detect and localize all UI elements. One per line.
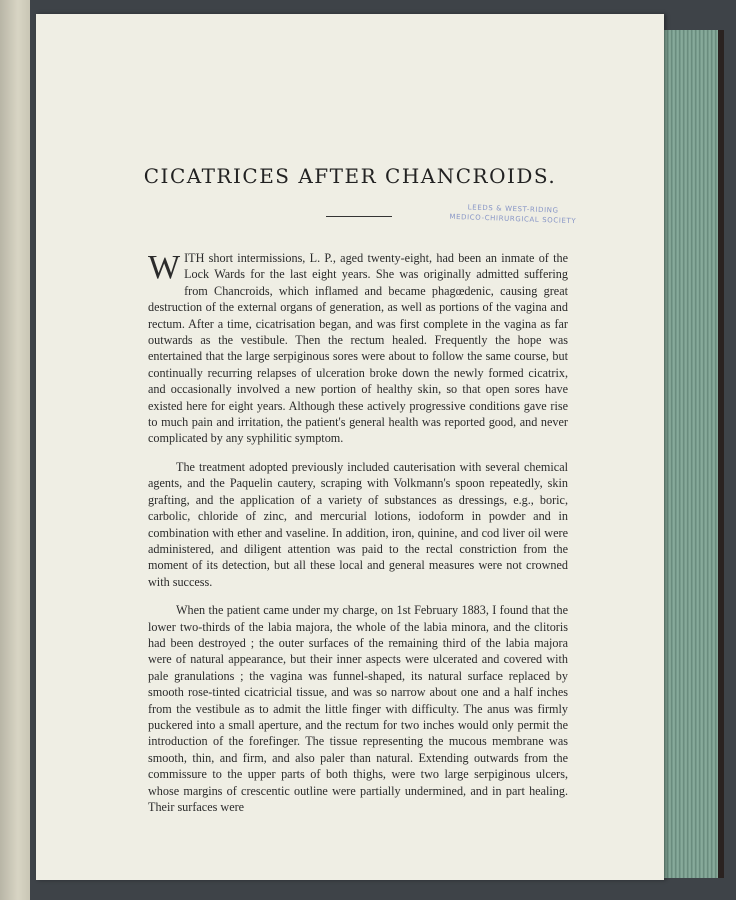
book-page <box>36 14 664 880</box>
paragraph-1-text: ITH short intermissions, L. P., aged twenty-eight, had been an inmate of the Lock Wards for the last eight years. She was originally admitted suffering from Chancroids, which inflamed and became phagœdenic, causing great destruction of the external organs of generation, as well as portions of the vagina and rectum. After a time, cicatrisation began, and was first complete in the vagina as far outwards as the vestibule. Then the rectum healed. Frequently the hope was entertained that the large serpiginous sores were about to follow the same course, but continually recurring relapses of ulceration broke down the newly formed cicatrix, and occasionally involved a new portion of healthy skin, so that open sores have existed here for eight years. Although these actively progressive conditions gave rise to much pain and irritation, the patient's general health was reported good, and never complicated by any syphilitic symptom. <box>148 251 568 446</box>
book-page-edges <box>660 30 724 878</box>
body-text <box>148 250 568 827</box>
stamp-line-2: MEDICO-CHIRURGICAL SOCIETY <box>449 212 577 226</box>
paragraph-2: The treatment adopted previously included cauterisation with several chemical agents, and the Paquelin cautery, scraping with Volkmann's spoon repeatedly, skin grafting, and the application of a variety of substances as dressings, e.g., boric, carbolic, chloride of zinc, and mercurial lotions, iodoform in powder and in combination with ether and vaseline. In addition, iron, quinine, and cod liver oil were administered, and diligent attention was paid to the rectal constriction from the moment of its detection, but all these local and general measures were not crowned with success. <box>148 459 568 589</box>
title-divider <box>326 216 392 217</box>
drop-cap: W <box>148 249 181 286</box>
page-title: CICATRICES AFTER CHANCROIDS. <box>143 164 557 188</box>
left-page-edge <box>0 0 30 900</box>
library-stamp <box>448 202 579 227</box>
paragraph-3: When the patient came under my charge, on 1st February 1883, I found that the lower two-thirds of the labia majora, the whole of the labia minora, and the clitoris had been destroyed ; the outer surfaces of the remaining third of the labia majora were of natural appearance, but their inner aspects were ulcerated and covered with pale granulations ; the vagina was funnel-shaped, its natural surface replaced by smooth rose-tinted cicatricial tissue, and was so narrow about one and a half inches from the vestibule as to admit the little finger with difficulty. The anus was firmly puckered into a small aperture, and the rectum for two inches would only permit the introduction of the forefinger. The tissue representing the mucous membrane was smooth, thin, and firm, and also paler than natural. Extending outwards from the commissure to the upper parts of both thighs, were two large serpiginous ulcers, whose margins of crescentic outline were partially undermined, and in part healing. Their surfaces were <box>148 603 568 814</box>
stamp-line-1: LEEDS & WEST-RIDING <box>467 203 559 215</box>
paragraph-1 <box>148 250 568 447</box>
